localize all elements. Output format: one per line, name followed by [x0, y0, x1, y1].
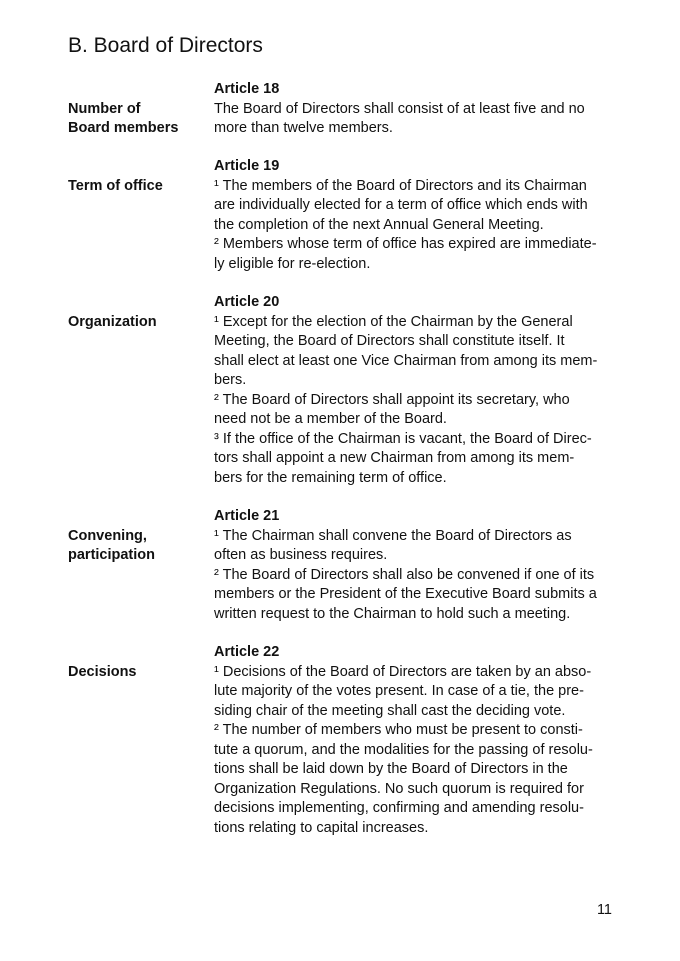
text-line: shall elect at least one Vice Chairman from among its mem- — [214, 352, 598, 369]
article-content — [214, 643, 624, 838]
text-line: the completion of the next Annual General Meeting. — [214, 216, 544, 233]
article-heading: Article 21 — [214, 508, 280, 524]
article-heading: Article 22 — [214, 644, 280, 660]
text-line: bers for the remaining term of office. — [214, 469, 447, 486]
text-line: members or the President of the Executive Board submits a — [214, 586, 597, 602]
article-heading: Article 19 — [214, 158, 280, 174]
text-line: tions shall be laid down by the Board of Directors in the — [214, 761, 568, 777]
side-heading-line: participation — [68, 547, 156, 563]
text-line: The Board of Directors shall consist of at least five and no — [214, 100, 585, 117]
text-line: need not be a member of the Board. — [214, 411, 447, 427]
side-heading-line: Term of office — [68, 177, 163, 194]
text-line: tions relating to capital increases. — [214, 819, 429, 836]
text-line: tute a quorum, and the modalities for the passing of resolu- — [214, 741, 593, 758]
article-heading: Article 18 — [214, 81, 280, 97]
article-content — [214, 507, 624, 624]
text-line: siding chair of the meeting shall cast the deciding vote. — [214, 702, 566, 719]
side-heading — [68, 527, 208, 566]
side-heading — [68, 100, 208, 139]
side-heading-line: Number of — [68, 100, 141, 117]
text-line: ly eligible for re-election. — [214, 255, 371, 272]
side-heading-line: Board members — [68, 120, 179, 136]
article-heading: Article 20 — [214, 294, 280, 310]
page-number: 11 — [596, 902, 612, 918]
text-line: ² Members whose term of office has expired are immediate- — [214, 236, 597, 252]
text-line: ² The number of members who must be present to consti- — [214, 722, 583, 738]
text-line: bers. — [214, 372, 247, 388]
text-line: often as business requires. — [214, 547, 388, 563]
side-heading — [68, 313, 208, 333]
side-heading-line: Convening, — [68, 527, 147, 544]
side-heading — [68, 177, 208, 197]
text-line: decisions implementing, confirming and amending resolu- — [214, 800, 584, 816]
text-line: ¹ Except for the election of the Chairman by the General — [214, 313, 573, 330]
text-line: more than twelve members. — [214, 120, 393, 136]
side-heading-line: Organization — [68, 313, 157, 330]
article-content — [214, 293, 624, 488]
article-content — [214, 157, 624, 274]
page-title: B. Board of Directors — [68, 34, 263, 57]
text-line: tors shall appoint a new Chairman from among its mem- — [214, 450, 575, 466]
text-line: ³ If the office of the Chairman is vacant, the Board of Direc- — [214, 430, 592, 447]
text-line: ¹ The members of the Board of Directors and its Chairman — [214, 177, 587, 194]
text-line: ² The Board of Directors shall appoint its secretary, who — [214, 391, 570, 408]
text-line: written request to the Chairman to hold such a meeting. — [214, 605, 571, 622]
text-line: Meeting, the Board of Directors shall constitute itself. It — [214, 333, 565, 349]
side-heading-line: Decisions — [68, 663, 137, 680]
text-line: ² The Board of Directors shall also be convened if one of its — [214, 566, 595, 583]
article-content — [214, 80, 624, 139]
text-line: ¹ The Chairman shall convene the Board of Directors as — [214, 527, 572, 544]
text-line: Organization Regulations. No such quorum is required for — [214, 780, 584, 797]
text-line: ¹ Decisions of the Board of Directors are taken by an abso- — [214, 663, 592, 680]
text-line: are individually elected for a term of office which ends with — [214, 197, 588, 213]
text-line: lute majority of the votes present. In case of a tie, the pre- — [214, 683, 584, 699]
side-heading — [68, 663, 208, 683]
